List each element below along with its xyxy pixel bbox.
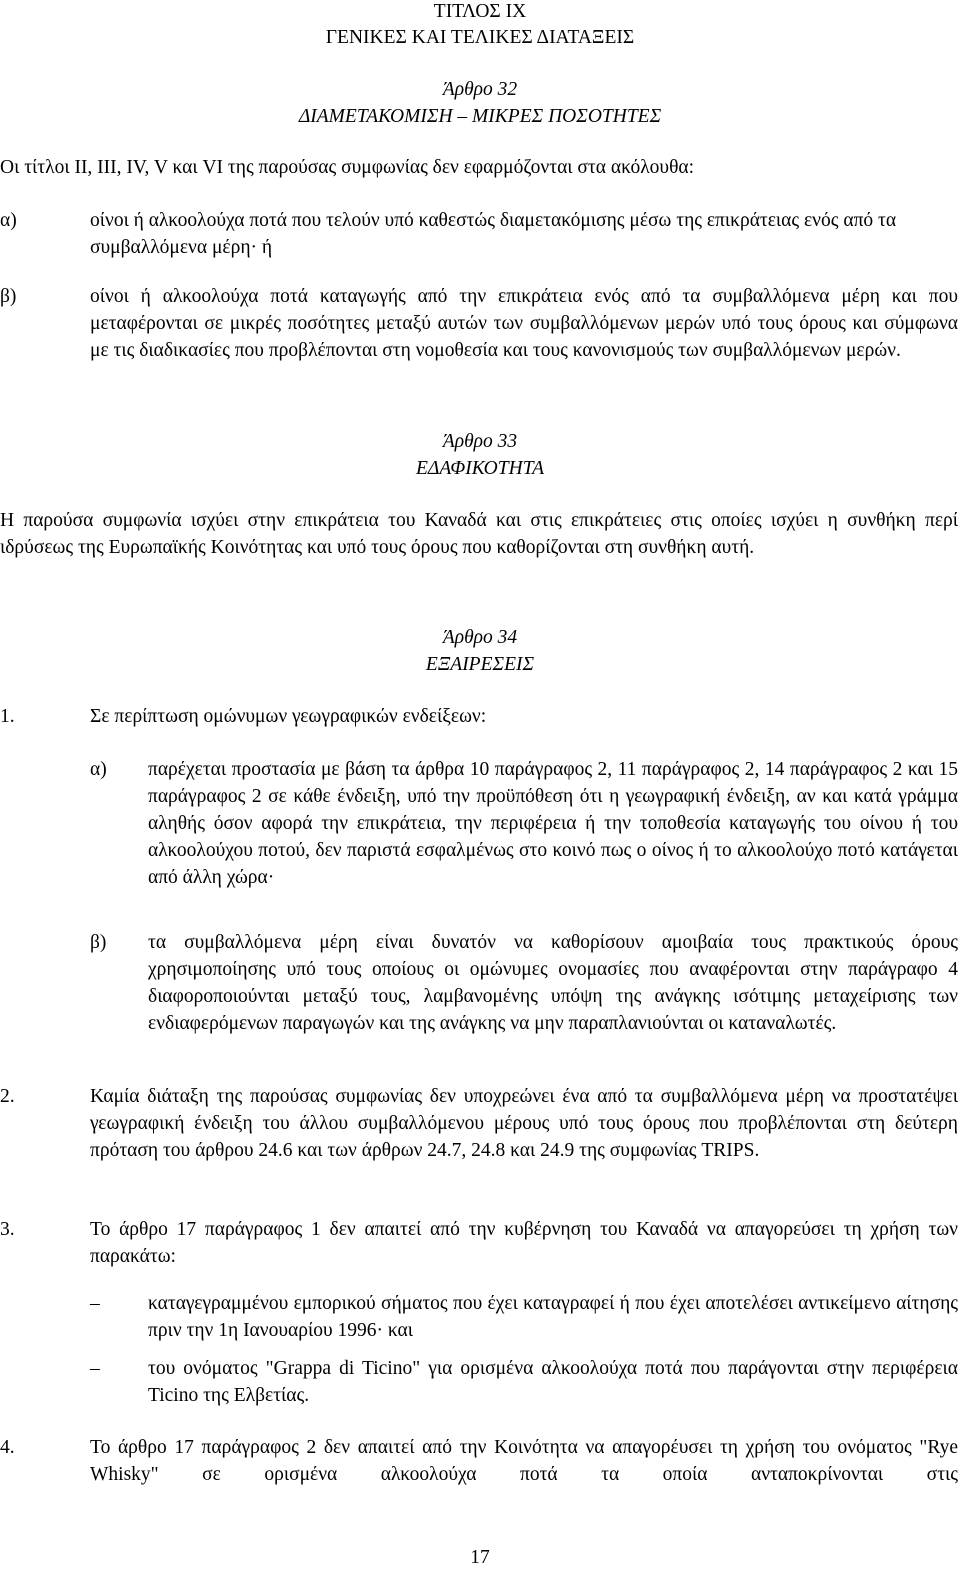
paragraph-text: Το άρθρο 17 παράγραφος 1 δεν απαιτεί από την κυβέρνηση του Καναδά να απαγορεύσει τη χρήση των παρακάτω: bbox=[90, 1219, 958, 1267]
paragraph-number: 2. bbox=[0, 1086, 15, 1107]
list-item-text: παρέχεται προστασία με βάση τα άρθρα 10 παράγραφος 2, 11 παράγραφος 2, 14 παράγραφος 2 και 15 παράγραφος 2 σε κάθε ένδειξη, υπό την προϋπόθεση ότι η γεωγραφική ένδειξη, αν και κατά γράμμα αληθής όσον αφορά την επικράτεια, την περιφέρεια ή την τοποθεσία καταγωγής του οίνου ή του αλκοολούχου ποτού, δεν παριστά εσφαλμένως στο κοινό πως ο οίνος ή το αλκοολούχο ποτό κατάγεται από άλλη χώρα· bbox=[148, 759, 958, 888]
list-item-text: καταγεγραμμένου εμπορικού σήματος που έχει καταγραφεί ή που έχει αποτελέσει αντικείμενο αίτησης πριν την 1η Ιανουαρίου 1996· και bbox=[148, 1293, 958, 1341]
list-item-text: οίνοι ή αλκοολούχα ποτά που τελούν υπό καθεστώς διαμετακόμισης μέσω της επικράτειας ενός από τα συμβαλλόμενα μέρη· ή bbox=[90, 210, 897, 258]
paragraph-text: Καμία διάταξη της παρούσας συμφωνίας δεν υποχρεώνει ένα από τα συμβαλλόμενα μέρη να προστατέψει γεωγραφική ένδειξη του άλλου συμβαλλόμενου μέρους υπό τους όρους που προβλέπονται στη δεύτερη πρόταση του άρθρου 24.6 και των άρθρων 24.7, 24.8 και 24.9 της συμφωνίας TRIPS. bbox=[90, 1086, 958, 1161]
article-33-text: Η παρούσα συμφωνία ισχύει στην επικράτεια του Καναδά και στις επικράτειες στις οποίες ισχύει η συνθήκη περί ιδρύσεως της Ευρωπαϊκής Κοινότητας και υπό τους όρους που καθορίζονται στη συνθήκη αυτή. bbox=[0, 510, 958, 558]
list-item-marker: – bbox=[90, 1293, 100, 1314]
paragraph-number: 1. bbox=[0, 706, 15, 727]
paragraph-text: Το άρθρο 17 παράγραφος 2 δεν απαιτεί από την Κοινότητα να απαγορέυσει τη χρήση του ονόματος "Rye Whisky" σε ορισμένα αλκοολούχα ποτά τα οποία ανταποκρίνονται στις bbox=[90, 1437, 958, 1485]
list-item-marker: β) bbox=[90, 932, 107, 953]
paragraph-number: 3. bbox=[0, 1219, 15, 1240]
list-item-marker: α) bbox=[0, 210, 17, 231]
list-item-marker: – bbox=[90, 1358, 100, 1379]
paragraph-number: 4. bbox=[0, 1437, 15, 1458]
list-item-text: οίνοι ή αλκοολούχα ποτά καταγωγής από την επικράτεια ενός από τα συμβαλλόμενα μέρη και που μεταφέρονται σε μικρές ποσότητες μεταξύ αυτών των συμβαλλόμενων μερών υπό τους όρους και σύμφωνα με τις διαδικασίες που προβλέπονται στη νομοθεσία και τους κανονισμούς των συμβαλλόμενων μερών. bbox=[90, 286, 958, 361]
list-item-marker: α) bbox=[90, 759, 107, 780]
page-number: 17 bbox=[470, 1547, 490, 1568]
article-32-intro: Οι τίτλοι II, III, IV, V και VI της παρούσας συμφωνίας δεν εφαρμόζονται στα ακόλουθα: bbox=[0, 157, 695, 178]
article-32-subheading: ΔΙΑΜΕΤΑΚΟΜΙΣΗ – ΜΙΚΡΕΣ ΠΟΣΟΤΗΤΕΣ bbox=[298, 106, 662, 127]
list-item-marker: β) bbox=[0, 286, 17, 307]
article-33-subheading: ΕΔΑΦΙΚΟΤΗΤΑ bbox=[416, 458, 544, 479]
list-item-text: τα συμβαλλόμενα μέρη είναι δυνατόν να καθορίσουν αμοιβαία τους πρακτικούς όρους χρησιμοποίησης υπό τους οποίους οι ομώνυμες ονομασίες που αναφέρονται στην παράγραφο 4 διαφοροποιούνται μεταξύ τους, λαμβανομένης υπόψη της ανάγκης ισότιμης μεταχείρισης των ενδιαφερόμενων παραγωγών και της ανάγκης να μην παραπλανιούνται οι καταναλωτές. bbox=[148, 932, 958, 1034]
article-32-heading: Άρθρο 32 bbox=[442, 79, 518, 100]
article-34-heading: Άρθρο 34 bbox=[442, 627, 518, 648]
title-line-1: ΤΙΤΛΟΣ ΙΧ bbox=[433, 1, 527, 22]
list-item-text: του ονόματος "Grappa di Ticino" για ορισμένα αλκοολούχα ποτά που παράγονται στην περιφέρεια Ticino της Ελβετίας. bbox=[148, 1358, 958, 1406]
article-34-subheading: ΕΞΑΙΡΕΣΕΙΣ bbox=[425, 654, 535, 675]
title-line-2: ΓΕΝΙΚΕΣ ΚΑΙ ΤΕΛΙΚΕΣ ΔΙΑΤΑΞΕΙΣ bbox=[325, 27, 635, 48]
paragraph-text: Σε περίπτωση ομώνυμων γεωγραφικών ενδείξεων: bbox=[90, 706, 487, 727]
article-33-heading: Άρθρο 33 bbox=[442, 431, 518, 452]
